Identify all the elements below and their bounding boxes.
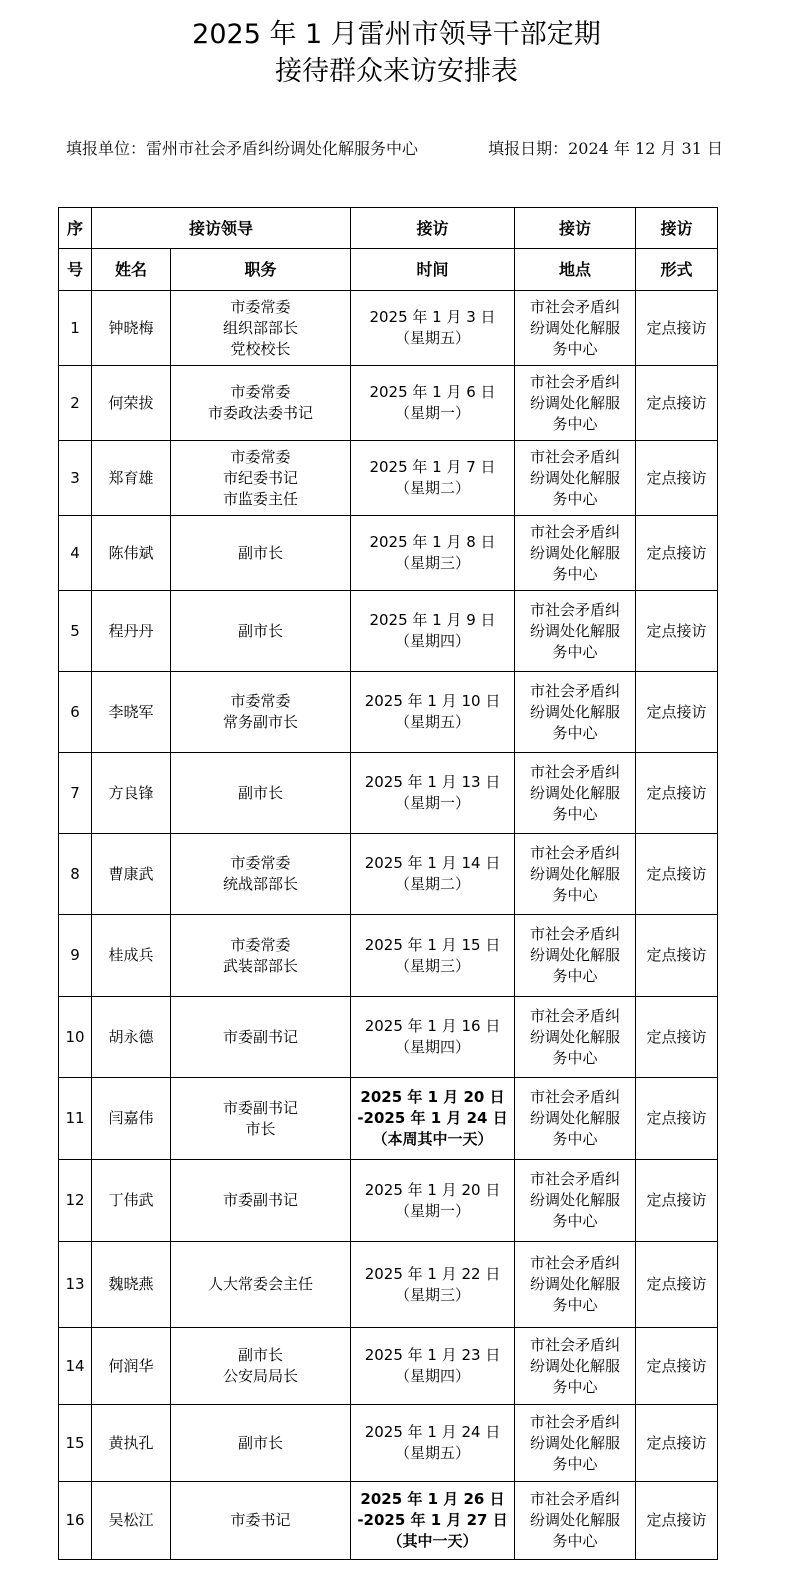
leader-position	[171, 753, 351, 834]
reporting-date: 填报日期：2024 年 12 月 31 日	[488, 139, 723, 158]
position-line: 市委常委	[230, 383, 291, 401]
leader-position	[171, 1078, 351, 1160]
place-line: 务中心	[552, 885, 598, 904]
place-line: 纷调处化解服	[530, 864, 621, 883]
leader-name: 李晓军	[92, 672, 171, 753]
place-line: 纷调处化解服	[530, 621, 621, 640]
leader-name: 丁伟武	[92, 1160, 171, 1242]
visit-place	[515, 1078, 636, 1160]
place-line: 纷调处化解服	[530, 1275, 621, 1293]
place-line: 市社会矛盾纠	[530, 522, 621, 541]
header-row-1	[59, 208, 718, 249]
visit-form: 定点接访	[636, 1160, 718, 1242]
place-line: 市社会矛盾纠	[530, 1335, 621, 1354]
leader-position	[171, 1405, 351, 1482]
leader-name: 曹康武	[92, 834, 171, 915]
place-line: 务中心	[552, 489, 598, 508]
leader-position	[171, 915, 351, 997]
place-line: 纷调处化解服	[530, 1109, 621, 1127]
leader-name: 程丹丹	[92, 591, 171, 672]
place-line: 纷调处化解服	[530, 1191, 621, 1209]
visit-time	[351, 1482, 515, 1560]
visit-place	[515, 915, 636, 997]
place-line: 纷调处化解服	[530, 946, 621, 964]
leader-position	[171, 1328, 351, 1405]
visit-form: 定点接访	[636, 834, 718, 915]
place-line: 务中心	[552, 1532, 598, 1550]
visit-place	[515, 591, 636, 672]
time-line: 2025 年 1 月 20 日	[364, 1180, 501, 1199]
visit-form: 定点接访	[636, 1482, 718, 1560]
place-line: 务中心	[552, 1130, 598, 1148]
time-line: 2025 年 1 月 9 日	[369, 611, 496, 629]
time-line: （本周其中一天）	[372, 1130, 493, 1148]
visit-time	[351, 1078, 515, 1160]
position-line: 市长	[245, 1119, 276, 1138]
position-line: 副市长	[238, 543, 284, 562]
time-line: （星期五）	[395, 1444, 471, 1462]
place-line: 务中心	[552, 1048, 598, 1067]
leader-name: 桂成兵	[92, 915, 171, 997]
place-line: 市社会矛盾纠	[530, 372, 621, 391]
visit-place	[515, 1405, 636, 1482]
table-row	[59, 591, 718, 672]
visit-form: 定点接访	[636, 591, 718, 672]
leader-name: 魏晓燕	[92, 1242, 171, 1328]
schedule-rows	[59, 291, 718, 1560]
time-line: 2025 年 1 月 6 日	[369, 383, 496, 401]
table-row	[59, 1160, 718, 1242]
position-line: 组织部部长	[223, 318, 299, 337]
visit-form: 定点接访	[636, 1405, 718, 1482]
leader-name: 何荣拔	[92, 366, 171, 441]
time-line: 2025 年 1 月 16 日	[364, 1017, 501, 1035]
place-line: 纷调处化解服	[530, 1356, 621, 1375]
visit-place	[515, 834, 636, 915]
time-line: （星期一）	[395, 404, 471, 422]
table-row	[59, 915, 718, 997]
time-line: （星期二）	[395, 875, 471, 893]
header-time-top: 接访	[351, 208, 515, 249]
table-row	[59, 753, 718, 834]
visit-time	[351, 1328, 515, 1405]
row-number: 11	[59, 1078, 92, 1160]
visit-time	[351, 441, 515, 516]
place-line: 市社会矛盾纠	[530, 1490, 621, 1508]
visit-time	[351, 1160, 515, 1242]
visit-form: 定点接访	[636, 441, 718, 516]
visit-place	[515, 1160, 636, 1242]
position-line: 人大常委会主任	[208, 1275, 314, 1293]
document-title	[0, 16, 793, 90]
row-number: 1	[59, 291, 92, 366]
visit-form: 定点接访	[636, 1242, 718, 1328]
time-line: 2025 年 1 月 8 日	[369, 533, 496, 551]
table-row	[59, 1405, 718, 1482]
header-place-top: 接访	[515, 208, 636, 249]
place-line: 市社会矛盾纠	[530, 1254, 621, 1272]
place-line: 务中心	[552, 414, 598, 433]
table-row	[59, 997, 718, 1078]
position-line: 市监委主任	[223, 489, 299, 508]
time-line: （星期五）	[395, 713, 471, 731]
place-line: 市社会矛盾纠	[530, 297, 621, 316]
time-line: （星期一）	[395, 1201, 471, 1220]
visit-form: 定点接访	[636, 672, 718, 753]
visit-place	[515, 1328, 636, 1405]
header-seq-top: 序	[59, 208, 92, 249]
leader-name: 方良锋	[92, 753, 171, 834]
header-row-2	[59, 249, 718, 291]
time-line: 2025 年 1 月 23 日	[364, 1346, 501, 1364]
position-line: 市委书记	[230, 1511, 291, 1529]
header-name: 姓名	[92, 249, 171, 291]
visit-form: 定点接访	[636, 1328, 718, 1405]
table-row	[59, 441, 718, 516]
visit-form: 定点接访	[636, 1078, 718, 1160]
place-line: 市社会矛盾纠	[530, 1006, 621, 1025]
position-line: 党校校长	[230, 339, 291, 358]
visit-place	[515, 753, 636, 834]
place-line: 务中心	[552, 1377, 598, 1396]
leader-position	[171, 516, 351, 591]
time-line: 2025 年 1 月 10 日	[364, 692, 501, 710]
leader-position	[171, 1482, 351, 1560]
position-line: 统战部部长	[223, 875, 299, 893]
place-line: 市社会矛盾纠	[530, 681, 621, 700]
row-number: 9	[59, 915, 92, 997]
row-number: 12	[59, 1160, 92, 1242]
visit-time	[351, 672, 515, 753]
visit-place	[515, 997, 636, 1078]
visit-time	[351, 591, 515, 672]
position-line: 副市长	[238, 621, 284, 640]
row-number: 7	[59, 753, 92, 834]
place-line: 务中心	[552, 564, 598, 583]
header-place-bottom: 地点	[515, 249, 636, 291]
position-line: 市纪委书记	[223, 468, 299, 487]
row-number: 4	[59, 516, 92, 591]
header-form-top: 接访	[636, 208, 718, 249]
visit-form: 定点接访	[636, 997, 718, 1078]
leader-name: 胡永德	[92, 997, 171, 1078]
time-line: 2025 年 1 月 22 日	[364, 1264, 501, 1283]
position-line: 市委常委	[230, 854, 291, 872]
leader-position	[171, 441, 351, 516]
time-line: 2025 年 1 月 26 日	[360, 1490, 505, 1508]
row-number: 5	[59, 591, 92, 672]
leader-position	[171, 672, 351, 753]
visit-place	[515, 441, 636, 516]
time-line: （星期三）	[395, 1285, 471, 1304]
leader-position	[171, 366, 351, 441]
leader-name: 陈伟斌	[92, 516, 171, 591]
place-line: 务中心	[552, 642, 598, 661]
place-line: 市社会矛盾纠	[530, 1170, 621, 1188]
visit-form: 定点接访	[636, 753, 718, 834]
time-line: （星期三）	[395, 956, 471, 975]
time-line: （星期四）	[395, 632, 471, 650]
row-number: 10	[59, 997, 92, 1078]
leader-position	[171, 591, 351, 672]
time-line: （星期二）	[395, 479, 471, 497]
leader-position	[171, 834, 351, 915]
row-number: 15	[59, 1405, 92, 1482]
place-line: 市社会矛盾纠	[530, 447, 621, 466]
header-leader: 接访领导	[92, 208, 351, 249]
position-line: 常务副市长	[223, 713, 299, 731]
position-line: 副市长	[238, 1433, 284, 1452]
visit-time	[351, 516, 515, 591]
place-line: 务中心	[552, 1296, 598, 1314]
table-row	[59, 1242, 718, 1328]
position-line: 市委常委	[230, 297, 291, 316]
position-line: 副市长	[238, 1346, 284, 1364]
position-line: 武装部部长	[223, 956, 299, 975]
table-row	[59, 1328, 718, 1405]
visit-form: 定点接访	[636, 291, 718, 366]
leader-name: 郑育雄	[92, 441, 171, 516]
visit-time	[351, 997, 515, 1078]
visit-form: 定点接访	[636, 366, 718, 441]
place-line: 市社会矛盾纠	[530, 1088, 621, 1106]
visit-time	[351, 753, 515, 834]
time-line: （其中一天）	[387, 1532, 478, 1550]
time-line: 2025 年 1 月 14 日	[364, 854, 501, 872]
place-line: 市社会矛盾纠	[530, 925, 621, 943]
visit-place	[515, 291, 636, 366]
time-line: 2025 年 1 月 13 日	[364, 773, 501, 791]
position-line: 市委常委	[230, 692, 291, 710]
leader-position	[171, 1160, 351, 1242]
place-line: 纷调处化解服	[530, 543, 621, 562]
visit-time	[351, 1405, 515, 1482]
place-line: 市社会矛盾纠	[530, 600, 621, 619]
row-number: 8	[59, 834, 92, 915]
visit-time	[351, 366, 515, 441]
row-number: 2	[59, 366, 92, 441]
position-line: 市委副书记	[223, 1027, 299, 1046]
leader-position	[171, 997, 351, 1078]
place-line: 纷调处化解服	[530, 702, 621, 721]
visit-form: 定点接访	[636, 915, 718, 997]
visit-place	[515, 1482, 636, 1560]
header-seq-bottom: 号	[59, 249, 92, 291]
place-line: 纷调处化解服	[530, 318, 621, 337]
table-row	[59, 516, 718, 591]
leader-name: 吴松江	[92, 1482, 171, 1560]
visit-place	[515, 366, 636, 441]
table-row	[59, 672, 718, 753]
visit-place	[515, 672, 636, 753]
position-line: 市委常委	[230, 447, 291, 466]
visit-time	[351, 1242, 515, 1328]
place-line: 务中心	[552, 967, 598, 985]
visit-time	[351, 915, 515, 997]
position-line: 市委副书记	[223, 1098, 299, 1117]
title-line-1: 2025 年 1 月雷州市领导干部定期	[192, 19, 601, 50]
visit-place	[515, 1242, 636, 1328]
place-line: 纷调处化解服	[530, 1027, 621, 1046]
time-line: 2025 年 1 月 3 日	[369, 308, 496, 326]
time-line: 2025 年 1 月 15 日	[364, 935, 501, 954]
header-time-bottom: 时间	[351, 249, 515, 291]
position-line: 市委政法委书记	[208, 404, 314, 422]
schedule-table	[58, 207, 718, 1560]
leader-position	[171, 291, 351, 366]
visit-form: 定点接访	[636, 516, 718, 591]
place-line: 纷调处化解服	[530, 393, 621, 412]
time-line: （星期四）	[395, 1367, 471, 1385]
row-number: 13	[59, 1242, 92, 1328]
leader-name: 黄执孔	[92, 1405, 171, 1482]
title-line-2: 接待群众来访安排表	[275, 56, 518, 87]
time-line: （星期五）	[395, 329, 471, 347]
visit-time	[351, 834, 515, 915]
position-line: 市委常委	[230, 935, 291, 954]
row-number: 6	[59, 672, 92, 753]
table-row	[59, 291, 718, 366]
time-line: 2025 年 1 月 20 日	[360, 1088, 505, 1106]
leader-position	[171, 1242, 351, 1328]
visit-time	[351, 291, 515, 366]
table-row	[59, 366, 718, 441]
place-line: 务中心	[552, 723, 598, 742]
table-row	[59, 1078, 718, 1160]
row-number: 3	[59, 441, 92, 516]
position-line: 市委副书记	[223, 1191, 299, 1209]
place-line: 纷调处化解服	[530, 1511, 621, 1529]
table-row	[59, 834, 718, 915]
place-line: 纷调处化解服	[530, 468, 621, 487]
row-number: 14	[59, 1328, 92, 1405]
place-line: 务中心	[552, 339, 598, 358]
time-line: （星期三）	[395, 554, 471, 572]
time-line: （星期一）	[395, 794, 471, 812]
position-line: 公安局局长	[223, 1367, 299, 1385]
place-line: 纷调处化解服	[530, 1433, 621, 1452]
row-number: 16	[59, 1482, 92, 1560]
time-line: 2025 年 1 月 7 日	[369, 458, 496, 476]
leader-name: 何润华	[92, 1328, 171, 1405]
time-line: -2025 年 1 月 27 日	[357, 1511, 508, 1529]
place-line: 市社会矛盾纠	[530, 762, 621, 781]
place-line: 市社会矛盾纠	[530, 1412, 621, 1431]
leader-name: 钟晓梅	[92, 291, 171, 366]
place-line: 纷调处化解服	[530, 783, 621, 802]
place-line: 务中心	[552, 1454, 598, 1473]
time-line: 2025 年 1 月 24 日	[364, 1423, 501, 1441]
visit-place	[515, 516, 636, 591]
time-line: -2025 年 1 月 24 日	[357, 1109, 508, 1127]
leader-name: 闫嘉伟	[92, 1078, 171, 1160]
header-position: 职务	[171, 249, 351, 291]
place-line: 务中心	[552, 1212, 598, 1230]
time-line: （星期四）	[395, 1038, 471, 1056]
place-line: 市社会矛盾纠	[530, 843, 621, 862]
place-line: 务中心	[552, 804, 598, 823]
table-row	[59, 1482, 718, 1560]
reporting-unit: 填报单位：雷州市社会矛盾纠纷调处化解服务中心	[66, 139, 419, 158]
header-form-bottom: 形式	[636, 249, 718, 291]
position-line: 副市长	[238, 783, 284, 802]
